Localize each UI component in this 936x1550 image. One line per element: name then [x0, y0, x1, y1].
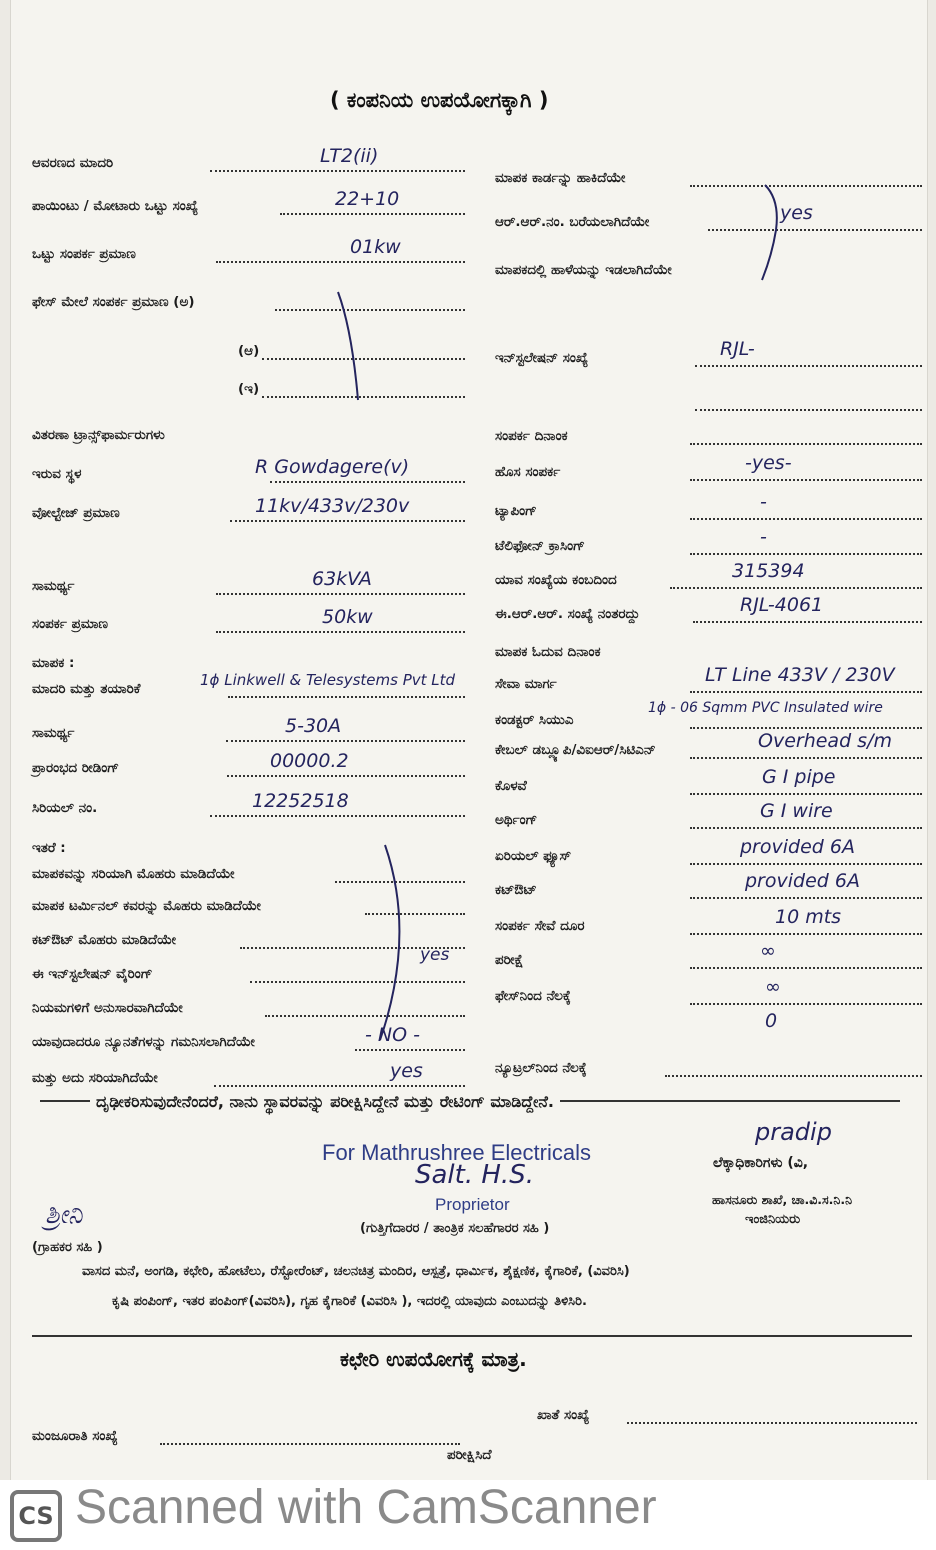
right-field-label-14: ಕೇಬಲ್ ಡಬ್ಲ್ಯೂಪಿ/ವಿಐಆರ್/ಸಿಟಿಎನ್ [495, 742, 656, 758]
form-title: ( ಕಂಪನಿಯ ಉಪಯೋಗಕ್ಕಾಗಿ ) [330, 88, 549, 112]
left-field-label-2: ಒಟ್ಟು ಸಂಪರ್ಕ ಪ್ರಮಾಣ [32, 246, 136, 262]
left-field-label-7: ಇರುವ ಸ್ಥಳ [32, 466, 82, 482]
right-field-value-19: 10 mts [775, 906, 842, 928]
right-field-value-3: RJL- [720, 338, 755, 360]
right-field-label-19: ಸಂಪರ್ಕ ಸೇವೆ ದೂರ [495, 918, 585, 934]
left-field-value-2: 01kw [350, 236, 401, 258]
right-field-label-10: ಈ.ಆರ್.ಆರ್. ಸಂಖ್ಯೆ ನಂತರದ್ದು [495, 606, 640, 622]
right-field-label-1: ಆರ್.ಆರ್.ನಂ. ಬರೆಯಲಾಗಿದೆಯೇ [495, 214, 650, 230]
right-field-value-10: RJL-4061 [740, 594, 824, 616]
left-field-label-0: ಆವರಣದ ಮಾದರಿ [32, 155, 114, 171]
left-field-value-10: 50kw [322, 606, 373, 628]
left-field-label-6: ವಿತರಣಾ ಟ್ರಾನ್ಸ್‌ಫಾರ್ಮರುಗಳು [32, 427, 165, 443]
left-field-value-0: LT2(ii) [320, 145, 379, 167]
right-field-label-23: ನ್ಯೂಟ್ರಲ್‌ನಿಂದ ನೆಲಕ್ಕೆ [495, 1060, 587, 1076]
right-field-value-13: 1ɸ - 06 Sqmm PVC Insulated wire [648, 700, 883, 716]
right-field-value-6: -yes- [745, 452, 792, 474]
account-number-field [627, 1422, 917, 1424]
right-field-label-9: ಯಾವ ಸಂಖ್ಯೆಯ ಕಂಬದಿಂದ [495, 572, 617, 588]
left-field-value-8: 11kv/433v/230v [255, 495, 410, 517]
left-field-label-22: ಯಾವುದಾದರೂ ನ್ಯೂನತೆಗಳನ್ನು ಗಮನಿಸಲಾಗಿದೆಯೇ [32, 1034, 255, 1050]
right-field-label-15: ಕೊಳವೆ [495, 778, 527, 794]
customer-signature: ಶ್ರೀನಿ [45, 1200, 83, 1230]
contractor-signature-label: (ಗುತ್ತಿಗೆದಾರರ / ತಾಂತ್ರಿಕ ಸಲಹೆಗಾರರ ಸಹಿ ) [360, 1221, 550, 1236]
left-field-value-12: 1ɸ Linkwell & Telesystems Pvt Ltd [200, 671, 456, 689]
left-field-label-18: ಮಾಪಕ ಟರ್ಮಿನಲ್ ಕವರನ್ನು ಮೊಹರು ಮಾಡಿದೆಯೇ [32, 898, 261, 914]
left-field-label-12: ಮಾದರಿ ಮತ್ತು ತಯಾರಿಕೆ [32, 681, 141, 697]
left-field-label-9: ಸಾಮರ್ಥ್ಯ [32, 578, 75, 594]
right-field-value-21: ∞ [765, 976, 781, 998]
camscanner-text: Scanned with CamScanner [75, 1481, 657, 1534]
left-field-label-16: ಇತರೆ : [32, 840, 66, 856]
right-field-label-16: ಅರ್ಥಿಂಗ್ [495, 812, 538, 828]
right-field-label-21: ಫೇಸ್‌ನಿಂದ ನೆಲಕ್ಕೆ [495, 988, 571, 1004]
company-stamp: For Mathrushree Electricals [322, 1140, 591, 1165]
left-field-label-10: ಸಂಪರ್ಕ ಪ್ರಮಾಣ [32, 616, 108, 632]
right-field-label-8: ಟೆಲಿಫೋನ್ ಕ್ರಾಸಿಂಗ್ [495, 538, 585, 554]
right-field-label-2: ಮಾಪಕದಲ್ಲಿ ಹಾಳೆಯನ್ನು ಇಡಲಾಗಿದೆಯೇ [495, 262, 672, 278]
office-use-title: ಕಛೇರಿ ಉಪಯೋಗಕ್ಕೆ ಮಾತ್ರ. [340, 1347, 527, 1371]
left-field-value-13: 5-30A [285, 715, 342, 737]
right-field-value-15: G I pipe [762, 766, 836, 788]
right-field-value-17: provided 6A [740, 836, 855, 858]
left-brace-value: yes [420, 945, 450, 965]
left-field-label-15: ಸಿರಿಯಲ್ ನಂ. [32, 800, 98, 816]
usage-line-2: ಕೃಷಿ ಪಂಪಿಂಗ್, ಇತರ ಪಂಪಿಂಗ್(ವಿವರಿಸಿ), ಗೃಹ ಕೈಗಾರಿಕೆ (ವಿವರಿಸಿ ), ಇದರಲ್ಲಿ ಯಾವುದು ಎಂಬುದನ್ನು ತಿಳಿಸಿರಿ. [112, 1294, 587, 1309]
right-field-label-17: ಏರಿಯಲ್ ಫ್ಯೂಸ್ [495, 848, 572, 864]
sanction-number-field [160, 1443, 460, 1445]
left-field-label-13: ಸಾಮರ್ಥ್ಯ [32, 725, 75, 741]
left-field-label-1: ಪಾಯಿಂಟು / ಮೋಟಾರು ಒಟ್ಟು ಸಂಖ್ಯೆ [32, 198, 199, 214]
right-field-value-16: G I wire [760, 800, 833, 822]
left-field-label-19: ಕಟ್‌ಔಟ್ ಮೊಹರು ಮಾಡಿದೆಯೇ [32, 932, 176, 948]
right-field-value-14: Overhead s/m [758, 730, 892, 752]
stamp-role: Proprietor [435, 1195, 510, 1214]
left-field-label-5: (ಇ) [238, 381, 260, 397]
certification-text: ದೃಢೀಕರಿಸುವುದೇನೆಂದರೆ, ನಾನು ಸ್ಥಾವರವನ್ನು ಪರೀಕ್ಷಿಸಿದ್ದೇನೆ ಮತ್ತು ರೇಟಿಂಗ್ ಮಾಡಿದ್ದೇನೆ. [90, 1092, 560, 1112]
slash-mark [338, 292, 358, 400]
officer-signature: pradip [755, 1118, 832, 1146]
right-field-label-7: ಟ್ಯಾಪಿಂಗ್ [495, 503, 537, 519]
left-field-label-21: ನಿಯಮಗಳಿಗೆ ಅನುಸಾರವಾಗಿದೆಯೇ [32, 1000, 183, 1016]
right-field-label-13: ಕಂಡಕ್ಟರ್ ಸಿಯುಎ [495, 712, 574, 728]
right-field-value-22: 0 [765, 1010, 778, 1032]
left-field-value-1: 22+10 [335, 188, 400, 210]
left-field-label-20: ಈ ಇನ್‌ಸ್ಟಲೇಷನ್ ವೈರಿಂಗ್ [32, 966, 153, 982]
right-brace-mark [762, 185, 777, 280]
left-field-label-23: ಮತ್ತು ಅದು ಸರಿಯಾಗಿದೆಯೇ [32, 1070, 158, 1086]
customer-signature-label: (ಗ್ರಾಹಕರ ಸಹಿ ) [32, 1240, 103, 1255]
camscanner-logo: CS [10, 1490, 62, 1542]
left-field-label-14: ಪ್ರಾರಂಭದ ರೀಡಿಂಗ್ [32, 760, 119, 776]
contractor-signature: Salt. H.S. [415, 1160, 534, 1190]
right-field-value-20: ∞ [760, 940, 776, 962]
left-brace-mark [380, 845, 399, 1040]
officer-org: ಹಾಸನೂರು ಶಾಖೆ, ಚಾ.ವಿ.ಸ.ನಿ.ನಿ [712, 1192, 853, 1207]
left-field-value-22: - NO - [365, 1024, 420, 1046]
right-field-label-20: ಪರೀಕ್ಷೆ [495, 952, 524, 968]
left-field-label-8: ವೋಲ್ಟೇಜ್ ಪ್ರಮಾಣ [32, 505, 120, 521]
account-number-label: ಖಾತೆ ಸಂಖ್ಯೆ [537, 1407, 590, 1423]
right-field-label-5: ಸಂಪರ್ಕ ದಿನಾಂಕ [495, 428, 568, 444]
right-field-label-0: ಮಾಪಕ ಕಾರ್ಡನ್ನು ಹಾಕಿದೆಯೇ [495, 170, 626, 186]
left-field-label-3: ಫೇಸ್ ಮೇಲೆ ಸಂಪರ್ಕ ಪ್ರಮಾಣ (ಅ) [32, 294, 195, 310]
left-field-label-4: (ಆ) [238, 343, 260, 359]
left-field-value-9: 63kVA [312, 568, 372, 590]
right-field-value-9: 315394 [732, 560, 805, 582]
officer-label: ಲೆಕ್ಕಾಧಿಕಾರಿಗಳು (ವಿ, [713, 1155, 809, 1171]
usage-line-1: ವಾಸದ ಮನೆ, ಅಂಗಡಿ, ಕಛೇರಿ, ಹೋಟೆಲು, ರೆಸ್ಟೋರೆಂಟ್, ಚಲನಚಿತ್ರ ಮಂದಿರ, ಆಸ್ಪತ್ರೆ, ಧಾರ್ಮಿಕ, ಶೈಕ್ಷಣಿಕ, ಕೈಗಾರಿಕೆ, (ವಿವರಿಸಿ) [82, 1264, 630, 1279]
sanction-number-label: ಮಂಜೂರಾತಿ ಸಂಖ್ಯೆ [32, 1428, 118, 1444]
right-field-value-12: LT Line 433V / 230V [705, 664, 895, 686]
camscanner-footer [0, 1480, 936, 1550]
right-field-value-18: provided 6A [745, 870, 860, 892]
left-field-label-11: ಮಾಪಕ : [32, 655, 75, 671]
left-field-label-17: ಮಾಪಕವನ್ನು ಸರಿಯಾಗಿ ಮೊಹರು ಮಾಡಿದೆಯೇ [32, 866, 235, 882]
separator-line-2 [32, 1335, 912, 1337]
right-field-value-7: - [760, 491, 767, 513]
right-field-label-3: ಇನ್‌ಸ್ಟಲೇಷನ್ ಸಂಖ್ಯೆ [495, 350, 589, 366]
left-field-value-23: yes [390, 1060, 423, 1082]
right-field-label-12: ಸೇವಾ ಮಾರ್ಗ [495, 676, 557, 692]
right-field-label-18: ಕಟ್‌ಔಟ್ [495, 882, 537, 898]
right-field-label-6: ಹೊಸ ಸಂಪರ್ಕ [495, 464, 561, 480]
right-field-value-1: yes [780, 202, 813, 224]
left-field-value-14: 00000.2 [270, 750, 349, 772]
officer-role: ಇಂಜಿನಿಯರು [745, 1212, 801, 1227]
left-field-value-15: 12252518 [252, 790, 349, 812]
right-field-label-11: ಮಾಪಕ ಓದುವ ದಿನಾಂಕ [495, 644, 601, 660]
right-field-value-8: - [760, 526, 767, 548]
checked-label: ಪರೀಕ್ಷಿಸಿದೆ [447, 1447, 492, 1463]
left-field-value-7: R Gowdagere(v) [255, 456, 410, 478]
